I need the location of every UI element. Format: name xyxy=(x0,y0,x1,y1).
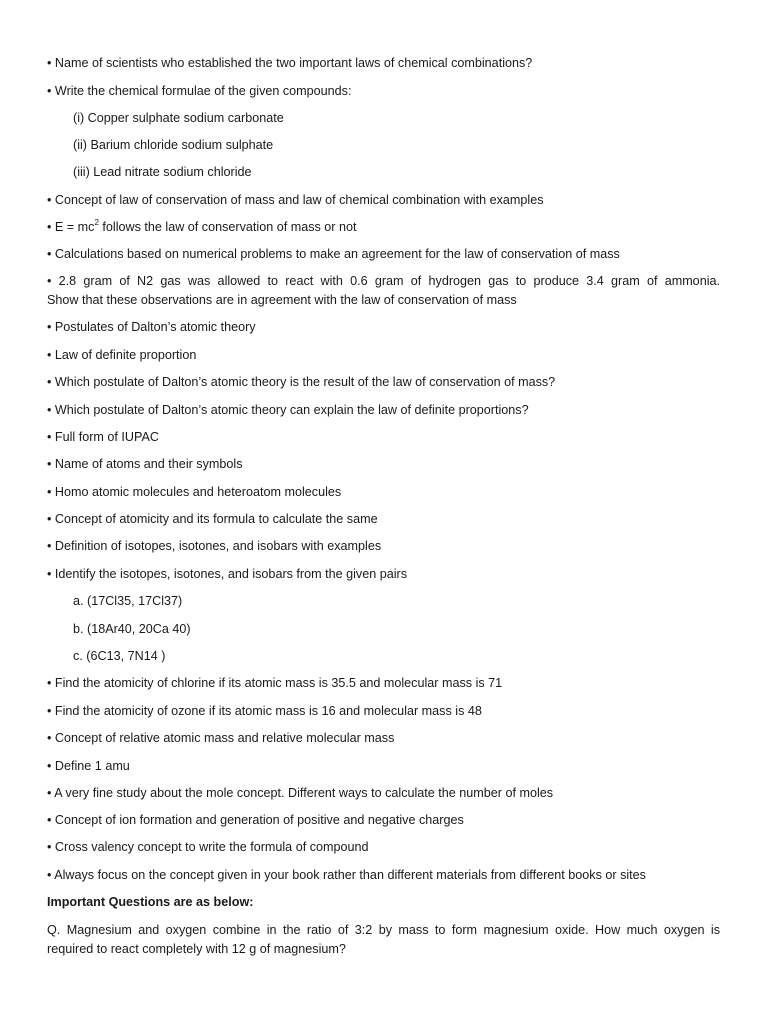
bullet-e-mc2 xyxy=(47,218,720,236)
e-mc2-text-after: follows the law of conservation of mass or not xyxy=(98,220,357,234)
e-mc2-text-before: • E = mc xyxy=(47,220,95,234)
bullet-cross-valency: • Cross valency concept to write the formula of compound xyxy=(47,840,369,854)
bullet-iupac: • Full form of IUPAC xyxy=(47,430,159,444)
question-magnesium xyxy=(47,921,720,959)
n2-ammonia-line-2: Show that these observations are in agreement with the law of conservation of mass xyxy=(47,293,517,307)
bullet-always-focus: • Always focus on the concept given in your book rather than different materials from different books or sites xyxy=(47,868,646,882)
bullet-conservation-concept: • Concept of law of conservation of mass and law of chemical combination with examples xyxy=(47,193,544,207)
n2-ammonia-line-1: • 2.8 gram of N2 gas was allowed to react with 0.6 gram of hydrogen gas to produce 3.4 gram of ammonia. xyxy=(47,274,720,288)
important-questions-heading: Important Questions are as below: xyxy=(47,895,254,909)
bullet-identify-isotopes: • Identify the isotopes, isotones, and isobars from the given pairs xyxy=(47,567,408,581)
bullet-atomicity-chlorine: • Find the atomicity of chlorine if its atomic mass is 35.5 and molecular mass is 71 xyxy=(47,676,503,690)
bullet-definite-proportion: • Law of definite proportion xyxy=(47,348,197,362)
bullet-scientists-laws: • Name of scientists who established the two important laws of chemical combinations? xyxy=(47,56,533,70)
bullet-relative-mass: • Concept of relative atomic mass and relative molecular mass xyxy=(47,731,395,745)
e-mc2-superscript: 2 xyxy=(94,217,99,227)
bullet-homo-hetero: • Homo atomic molecules and heteroatom molecules xyxy=(47,485,342,499)
bullet-postulate-conservation: • Which postulate of Dalton’s atomic theory is the result of the law of conservation of mass? xyxy=(47,375,556,389)
sub-item-pair-b: b. (18Ar40, 20Ca 40) xyxy=(73,622,191,636)
bullet-n2-ammonia xyxy=(47,272,720,310)
sub-item-copper-sulphate: (i) Copper sulphate sodium carbonate xyxy=(73,111,284,125)
bullet-calculations: • Calculations based on numerical problems to make an agreement for the law of conservation of mass xyxy=(47,247,620,261)
sub-item-pair-c: c. (6C13, 7N14 ) xyxy=(73,649,166,663)
bullet-postulate-definite: • Which postulate of Dalton’s atomic theory can explain the law of definite proportions? xyxy=(47,403,529,417)
question-line-1: Q. Magnesium and oxygen combine in the ratio of 3:2 by mass to form magnesium oxide. How much oxygen is xyxy=(47,923,720,937)
bullet-isotopes-definition: • Definition of isotopes, isotones, and isobars with examples xyxy=(47,539,382,553)
bullet-atoms-symbols: • Name of atoms and their symbols xyxy=(47,457,243,471)
bullet-dalton-postulates: • Postulates of Dalton’s atomic theory xyxy=(47,320,256,334)
sub-item-lead-nitrate: (iii) Lead nitrate sodium chloride xyxy=(73,165,252,179)
question-line-2: required to react completely with 12 g of magnesium? xyxy=(47,942,346,956)
bullet-atomicity: • Concept of atomicity and its formula to calculate the same xyxy=(47,512,378,526)
bullet-mole-concept: • A very fine study about the mole concept. Different ways to calculate the number of moles xyxy=(47,786,554,800)
sub-item-pair-a: a. (17Cl35, 17Cl37) xyxy=(73,594,183,608)
bullet-define-amu: • Define 1 amu xyxy=(47,759,130,773)
bullet-chemical-formulae: • Write the chemical formulae of the given compounds: xyxy=(47,84,352,98)
bullet-atomicity-ozone: • Find the atomicity of ozone if its atomic mass is 16 and molecular mass is 48 xyxy=(47,704,482,718)
sub-item-barium-chloride: (ii) Barium chloride sodium sulphate xyxy=(73,138,274,152)
bullet-ion-formation: • Concept of ion formation and generation of positive and negative charges xyxy=(47,813,464,827)
